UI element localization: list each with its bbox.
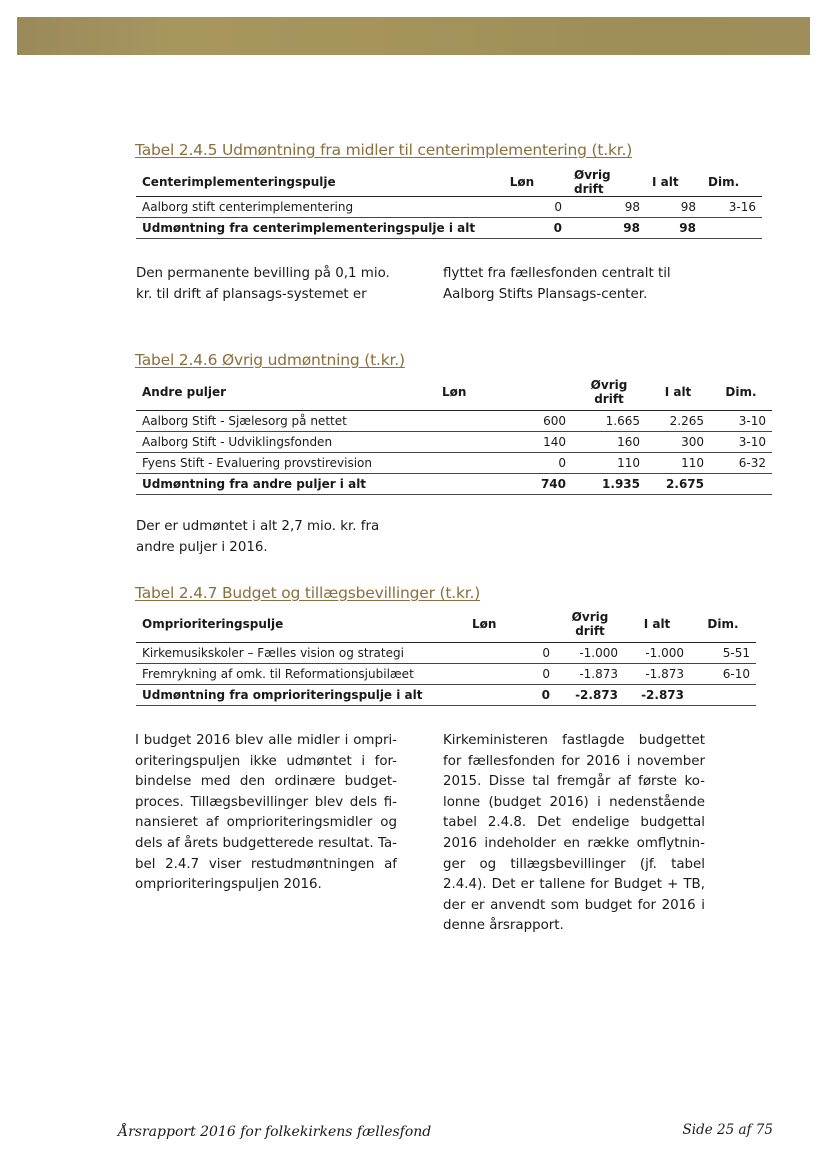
cell-dim [710,473,772,494]
table-2-4-7-title: Tabel 2.4.7 Budget og tillægsbevillinger (t.kr.) [135,584,481,602]
cell-salary: 0 [541,687,550,702]
col-header-salary: Løn [472,616,497,631]
cell-label: Udmøntning fra omprioriteringspulje i alt [142,687,423,702]
table-row [136,197,762,218]
col-header-total: I alt [664,384,692,399]
col-header-pool: Andre puljer [142,384,227,399]
cell-other: 110 [617,455,640,470]
table-2-4-5 [136,168,762,239]
cell-salary: 0 [554,200,562,214]
cell-label: Aalborg Stift - Udviklingsfonden [142,434,333,449]
cell-salary: 0 [558,455,566,470]
cell-salary: 600 [543,413,566,428]
paragraph-plansag-left: Den permanente bevilling på 0,1 mio. kr. til drift af plansags-systemet er [136,266,390,302]
cell-other: 1.935 [602,476,640,491]
table-header-row [136,374,772,410]
cell-label: Aalborg Stift - Sjælesorg på nettet [142,413,347,428]
cell-other: -1.873 [579,666,618,681]
cell-total: -1.873 [645,666,684,681]
cell-dim: 6-32 [738,455,766,470]
col-header-total: I alt [652,175,679,189]
col-header-pool: Omprioriteringspulje [142,616,284,631]
col-header-pool: Centerimplementeringspulje [142,175,336,189]
cell-dim [690,684,756,705]
cell-total: 98 [680,200,696,214]
col-header-salary: Løn [509,175,535,189]
table-row [136,410,772,431]
table-total-row [136,218,762,239]
footer-page-number: Side 25 af 75 [682,1122,773,1138]
cell-salary: 740 [540,476,566,491]
col-header-dim: Dim. [725,384,757,399]
cell-dim: 3-16 [728,200,756,214]
cell-dim: 6-10 [722,666,750,681]
cell-total: -2.873 [641,687,684,702]
cell-dim: 3-10 [738,434,766,449]
col-header-other: Øvrig drift [571,609,609,638]
table-2-4-6 [136,374,772,495]
footer-report-title: Årsrapport 2016 for folkekirkens fællesfond [118,1124,432,1140]
cell-total: 2.675 [666,476,704,491]
table-total-row [136,684,756,705]
cell-label: Fremrykning af omk. til Reformationsjubilæet [142,666,414,681]
cell-other: -1.000 [579,645,618,660]
cell-total: -1.000 [645,645,684,660]
table-row [136,452,772,473]
cell-label: Udmøntning fra centerimplementeringspulje i alt [142,221,476,235]
cell-total: 110 [681,455,704,470]
paragraph-budget-left: I budget 2016 blev alle midler i ompri-oriteringspuljen ikke udmøntet i for-bindelse med den ordinære budget-proces. Tillægsbevillinger blev dels fi-nansieret af omprioriteringsmidler og dels af årets budgetterede resultat. Ta-bel 2.4.7 viser restudmøntningen af omprioriteringspuljen 2016. [135,733,397,893]
cell-salary: 0 [553,221,562,235]
cell-salary: 0 [542,645,550,660]
col-header-dim: Dim. [707,616,739,631]
cell-total: 2.265 [669,413,704,428]
cell-salary: 140 [543,434,566,449]
table-row [136,431,772,452]
cell-salary: 0 [542,666,550,681]
table-2-4-5-title: Tabel 2.4.5 Udmøntning fra midler til centerimplementering (t.kr.) [135,141,633,159]
cell-other: 98 [624,200,640,214]
cell-label: Udmøntning fra andre puljer i alt [142,476,367,491]
cell-dim [702,218,762,239]
cell-other: 160 [617,434,640,449]
cell-other: 98 [623,221,640,235]
col-header-dim: Dim. [708,175,740,189]
col-header-salary: Løn [442,384,467,399]
col-header-other: Øvrig drift [574,168,611,196]
col-header-other: Øvrig drift [590,377,628,406]
cell-dim: 5-51 [722,645,750,660]
table-total-row [136,473,772,494]
table-row [136,642,756,663]
table-2-4-6-title: Tabel 2.4.6 Øvrig udmøntning (t.kr.) [135,351,405,369]
table-header-row [136,168,762,197]
paragraph-other-pools: Der er udmøntet i alt 2,7 mio. kr. fra andre puljer i 2016. [136,519,380,555]
cell-total: 98 [679,221,696,235]
header-banner [17,17,810,55]
cell-other: 1.665 [605,413,640,428]
paragraph-plansag-right: flyttet fra fællesfonden centralt til Aalborg Stifts Plansags-center. [443,266,671,302]
cell-label: Kirkemusikskoler – Fælles vision og strategi [142,645,404,660]
table-2-4-7 [136,606,756,706]
cell-dim: 3-10 [738,413,766,428]
cell-label: Fyens Stift - Evaluering provstirevision [142,455,372,470]
cell-label: Aalborg stift centerimplementering [142,200,354,214]
cell-total: 300 [681,434,704,449]
cell-other: -2.873 [575,687,618,702]
paragraph-budget-right: Kirkeministeren fastlagde budgettet for fællesfonden for 2016 i november 2015. Disse tal fremgår af første ko-lonne (budget 2016) i nedenstående tabel 2.4.8. Det endelige budgettal 2016 indeholder en række omflytnin-ger og tillægsbevillinger (jf. tabel 2.4.4). Det er tallene for Budget + TB, der er anvendt som budget for 2016 i denne årsrapport. [443,733,705,934]
table-row [136,663,756,684]
col-header-total: I alt [643,616,671,631]
table-header-row [136,606,756,642]
